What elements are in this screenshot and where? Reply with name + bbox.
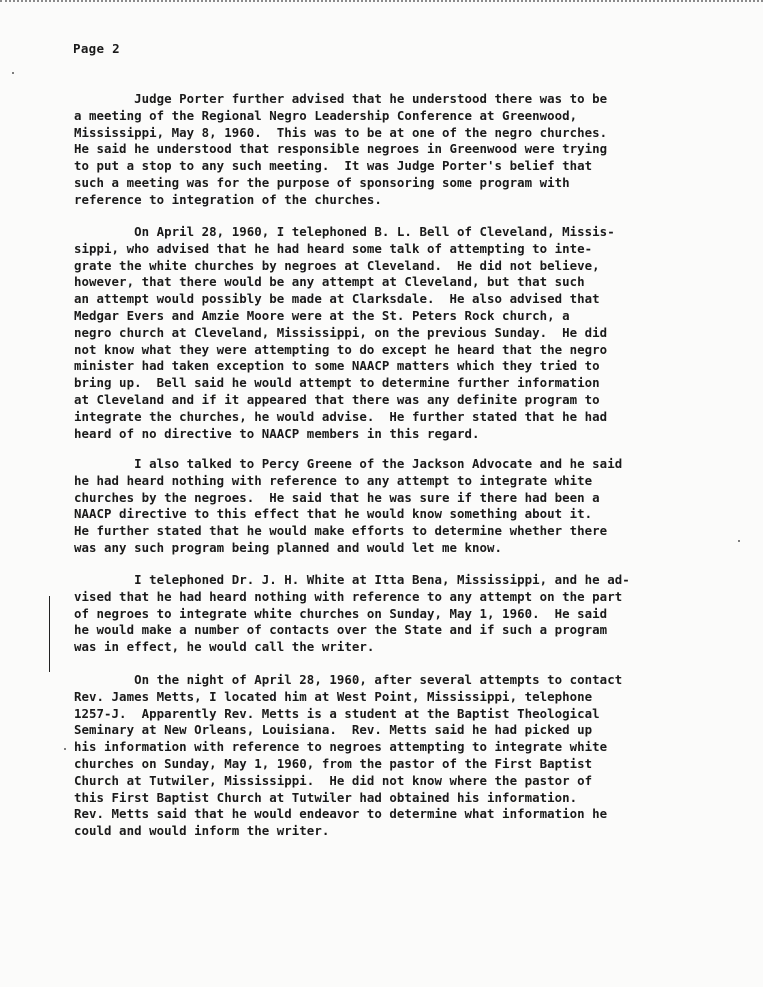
paragraph-line: an attempt would possibly be made at Clarksdale. He also advised that (74, 291, 600, 307)
paragraph-line: Seminary at New Orleans, Louisiana. Rev. Metts said he had picked up (74, 722, 593, 738)
margin-line-mark (49, 596, 50, 672)
paragraph-line: this First Baptist Church at Tutwiler had obtained his information. (74, 789, 578, 805)
paragraph-line: heard of no directive to NAACP members in this regard. (74, 425, 480, 441)
paragraph-line: sippi, who advised that he had heard some talk of attempting to inte- (74, 240, 593, 256)
paragraph-line: He further stated that he would make efforts to determine whether there (74, 523, 608, 539)
scan-speck (738, 540, 740, 542)
paragraph-line: churches on Sunday, May 1, 1960, from the pastor of the First Baptist (74, 755, 593, 771)
paragraph-line: grate the white churches by negroes at Cleveland. He did not believe, (74, 257, 600, 273)
paragraph-line: could and would inform the writer. (74, 823, 330, 839)
paragraph-line: was any such program being planned and would let me know. (74, 539, 503, 555)
paragraph-line: Mississippi, May 8, 1960. This was to be at one of the negro churches. (74, 124, 608, 140)
paragraph-line: On April 28, 1960, I telephoned B. L. Bell of Cleveland, Missis- (74, 224, 615, 239)
paragraph-line: Rev. James Metts, I located him at West Point, Mississippi, telephone (74, 688, 593, 704)
paragraph-line: NAACP directive to this effect that he would know something about it. (74, 506, 593, 522)
page-number: Page 2 (73, 41, 120, 56)
paragraph-line: I telephoned Dr. J. H. White at Itta Bena, Mississippi, and he ad- (74, 572, 630, 587)
paragraph-line: He said he understood that responsible negroes in Greenwood were trying (74, 141, 608, 157)
paragraph-line: bring up. Bell said he would attempt to determine further information (74, 375, 600, 391)
paragraph-line: he had heard nothing with reference to any attempt to integrate white (74, 472, 593, 488)
paragraph-line: churches by the negroes. He said that he was sure if there had been a (74, 489, 600, 505)
paragraph-4 (74, 572, 734, 656)
paragraph-line: his information with reference to negroes attempting to integrate white (74, 739, 608, 755)
paragraph-line: such a meeting was for the purpose of sponsoring some program with (74, 174, 570, 190)
paragraph-line: Medgar Evers and Amzie Moore were at the St. Peters Rock church, a (74, 307, 570, 323)
paragraph-5 (74, 672, 734, 840)
scan-speck (12, 72, 14, 74)
paragraph-line: at Cleveland and if it appeared that there was any definite program to (74, 391, 600, 407)
paragraph-3 (74, 456, 734, 557)
paragraph-line: of negroes to integrate white churches on Sunday, May 1, 1960. He said (74, 605, 608, 621)
scan-speck (64, 748, 66, 750)
paragraph-line: 1257-J. Apparently Rev. Metts is a student at the Baptist Theological (74, 705, 600, 721)
paragraph-line: not know what they were attempting to do except he heard that the negro (74, 341, 608, 357)
paragraph-line: Judge Porter further advised that he understood there was to be (74, 91, 608, 106)
paragraph-line: Church at Tutwiler, Mississippi. He did not know where the pastor of (74, 772, 593, 788)
perforated-top-edge (0, 0, 763, 2)
paragraph-line: minister had taken exception to some NAACP matters which they tried to (74, 358, 600, 374)
paragraph-line: integrate the churches, he would advise. He further stated that he had (74, 408, 608, 424)
paragraph-1 (74, 91, 734, 209)
paragraph-line: a meeting of the Regional Negro Leadership Conference at Greenwood, (74, 107, 578, 123)
paragraph-line: vised that he had heard nothing with reference to any attempt on the part (74, 588, 623, 604)
paragraph-line: was in effect, he would call the writer. (74, 639, 375, 655)
paragraph-2 (74, 224, 734, 442)
paragraph-line: Rev. Metts said that he would endeavor to determine what information he (74, 806, 608, 822)
paragraph-line: he would make a number of contacts over the State and if such a program (74, 622, 608, 638)
paragraph-line: reference to integration of the churches. (74, 191, 382, 207)
paragraph-line: negro church at Cleveland, Mississippi, on the previous Sunday. He did (74, 324, 608, 340)
paragraph-line: I also talked to Percy Greene of the Jackson Advocate and he said (74, 456, 623, 471)
paragraph-line: however, that there would be any attempt at Cleveland, but that such (74, 274, 585, 290)
paragraph-line: to put a stop to any such meeting. It was Judge Porter's belief that (74, 158, 593, 174)
paragraph-line: On the night of April 28, 1960, after several attempts to contact (74, 672, 623, 687)
